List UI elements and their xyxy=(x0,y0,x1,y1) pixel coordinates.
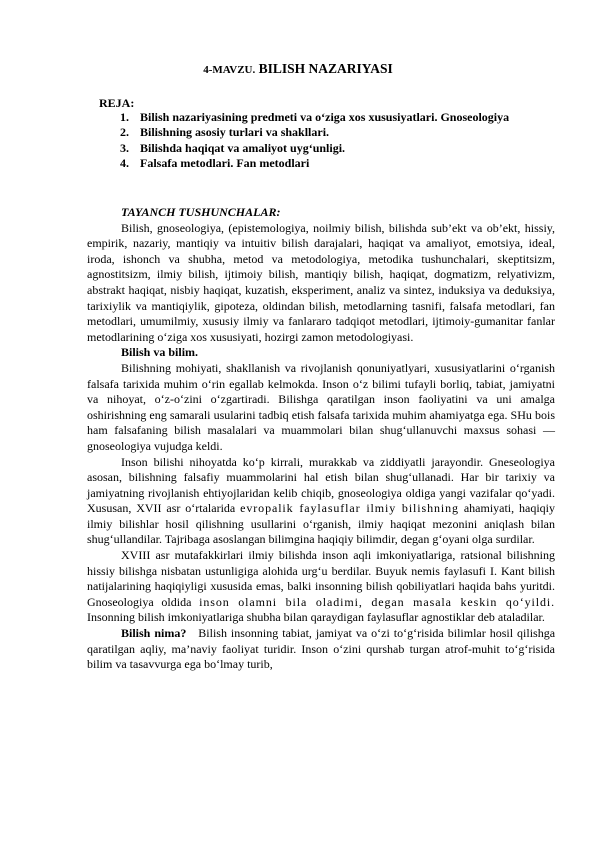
plan-item-text: Falsafa metodlari. Fan metodlari xyxy=(140,156,310,171)
plan-item xyxy=(120,125,555,140)
section-heading: Bilish va bilim. xyxy=(121,345,199,360)
page-title xyxy=(0,61,596,77)
paragraph xyxy=(87,548,555,626)
paragraph-part: Insonning bilish imkoniyatlariga shubha bilan qaraydigan faylasuflar agnostiklar deb ataladilar. xyxy=(87,610,545,625)
plan-item-number: 1. xyxy=(120,110,129,124)
plan-item-text: Bilishning asosiy turlari va shakllari. xyxy=(140,125,330,140)
paragraph-part: ahamiyati, haqiqiy ilmiy bilishlar hosil qilishning usullarini o‘rganish, ilmiy haqiqat mezonini aniqlash bilan shug‘ullandilar. Tajribaga asoslangan bilimgina haqiqiy bilimdir, degan g‘oyani olga surdilar. xyxy=(87,501,556,547)
plan-heading: REJA: xyxy=(99,96,135,110)
plan-item xyxy=(120,110,555,125)
plan-list xyxy=(120,110,555,172)
plan-item-text: Bilish nazariyasining predmeti va o‘ziga xos xususiyatlari. Gnoseologiya xyxy=(140,110,510,124)
title-main: BILISH NAZARIYASI xyxy=(258,61,393,76)
title-prefix: 4-MAVZU. xyxy=(203,64,256,76)
plan-item-number: 3. xyxy=(120,140,129,155)
section-heading: Bilish nima? xyxy=(121,626,187,641)
paragraph-part: Inson bilishi nihoyatda ko‘p kirrali, murakkab va ziddiyatli jarayondir. Gneseologiya asosan, bilishning falsafiy muammolarini hal etish bilan shug‘ullanadi. Har bir tarixiy va jamiyatning rivojlanish ehtiyojlaridan kelib chiqib, gnoseologiya oldiga yangi vazifalar qo‘yadi. Xususan, XVII asr o‘rtalarida xyxy=(87,454,555,516)
plan-item-number: 2. xyxy=(120,125,129,140)
keywords-heading: TAYANCH TUSHUNCHALAR: xyxy=(121,205,281,219)
body-text xyxy=(87,205,555,673)
paragraph-part: evropalik faylasuflar ilmiy bilishning xyxy=(240,501,459,516)
paragraph: Bilishning mohiyati, shakllanish va rivojlanish qonuniyatlyari, xususiyatlarini o‘rganish falsafa tarixida muhim o‘rin egallab kelmokda. Inson o‘z bilimi tufayli borliq, tabiat, jamiyatni va nihoyat, o‘z-o‘zini o‘zgartiradi. Bilishga qaratilgan inson faoliyatini va uni amalga oshirishning eng samarali usularini tadbiq etish falsafa tarixida muhim ahamiyatga ega. SHu bois ham falsafaning bilish masalalari va muammolari bilan shug‘ullanuvchi maxsus sohasi — gnoseologiya vujudga keldi. xyxy=(87,360,555,453)
plan-item-text: Bilishda haqiqat va amaliyot uyg‘unligi. xyxy=(140,140,346,155)
paragraph xyxy=(87,626,555,673)
plan-item xyxy=(120,141,555,156)
paragraph-part: inson olamni bila oladimi, degan masala keskin qo‘yildi. xyxy=(199,594,556,609)
keywords-paragraph: Bilish, gnoseologiya, (epistemologiya, noilmiy bilish, bilishda sub’ekt va ob’ekt, hissiy, empirik, nazariy, mantiqiy va intuitiv bilish darajalari, haqiqat va amaliyot, emotsiya, ideal, iroda, ishonch va shubha, metod va metodologiya, metodika tushunchalari, skeptitsizm, agnostitsizm, ilmiy bilish, ijtimoiy bilish, mantiqiy bilish, haqiqat, dogmatizm, relyativizm, abstrakt haqiqat, nisbiy haqiqat, kuzatish, eksperiment, analiz va sintez, induksiya va deduksiya, tarixiylik va mantiqiylik, gipoteza, oldindan bilish, metodlarning tasnifi, falsafa metodlari, fan metodlari, umumilmiy, xususiy ilmiy va fanlararo tadqiqot metodlari, ijtimoiy-gumanitar fanlar metodlarining o‘ziga xos xususiyati, hozirgi zamon metodologiyasi. xyxy=(87,220,555,344)
paragraph-part: Bilish insonning tabiat, jamiyat va o‘zi to‘g‘risida bilimlar hosil qilishga qaratilgan aqliy, ma’naviy faoliyat turidir. Inson o‘zini qurshab turgan atrof-muhit to‘g‘risida bilim va tasavvurga ega bo‘lmay turib, xyxy=(87,626,556,672)
plan-item-number: 4. xyxy=(120,156,129,171)
plan-item xyxy=(120,156,555,171)
paragraph xyxy=(87,455,555,549)
paragraph-part: XVIII asr mutafakkirlari ilmiy bilishda inson aqli imkoniyatlariga, ratsional bilishning hissiy bilishga nisbatan ustunligiga alohida urg‘u berdilar. Buyuk nemis faylasufi I. Kant bilish natijalarining haqiqiyligi xususida emas, balki insonning bilish qobiliyatlari haqida bahs yuritdi. Gnoseologiya oldida xyxy=(87,548,555,609)
